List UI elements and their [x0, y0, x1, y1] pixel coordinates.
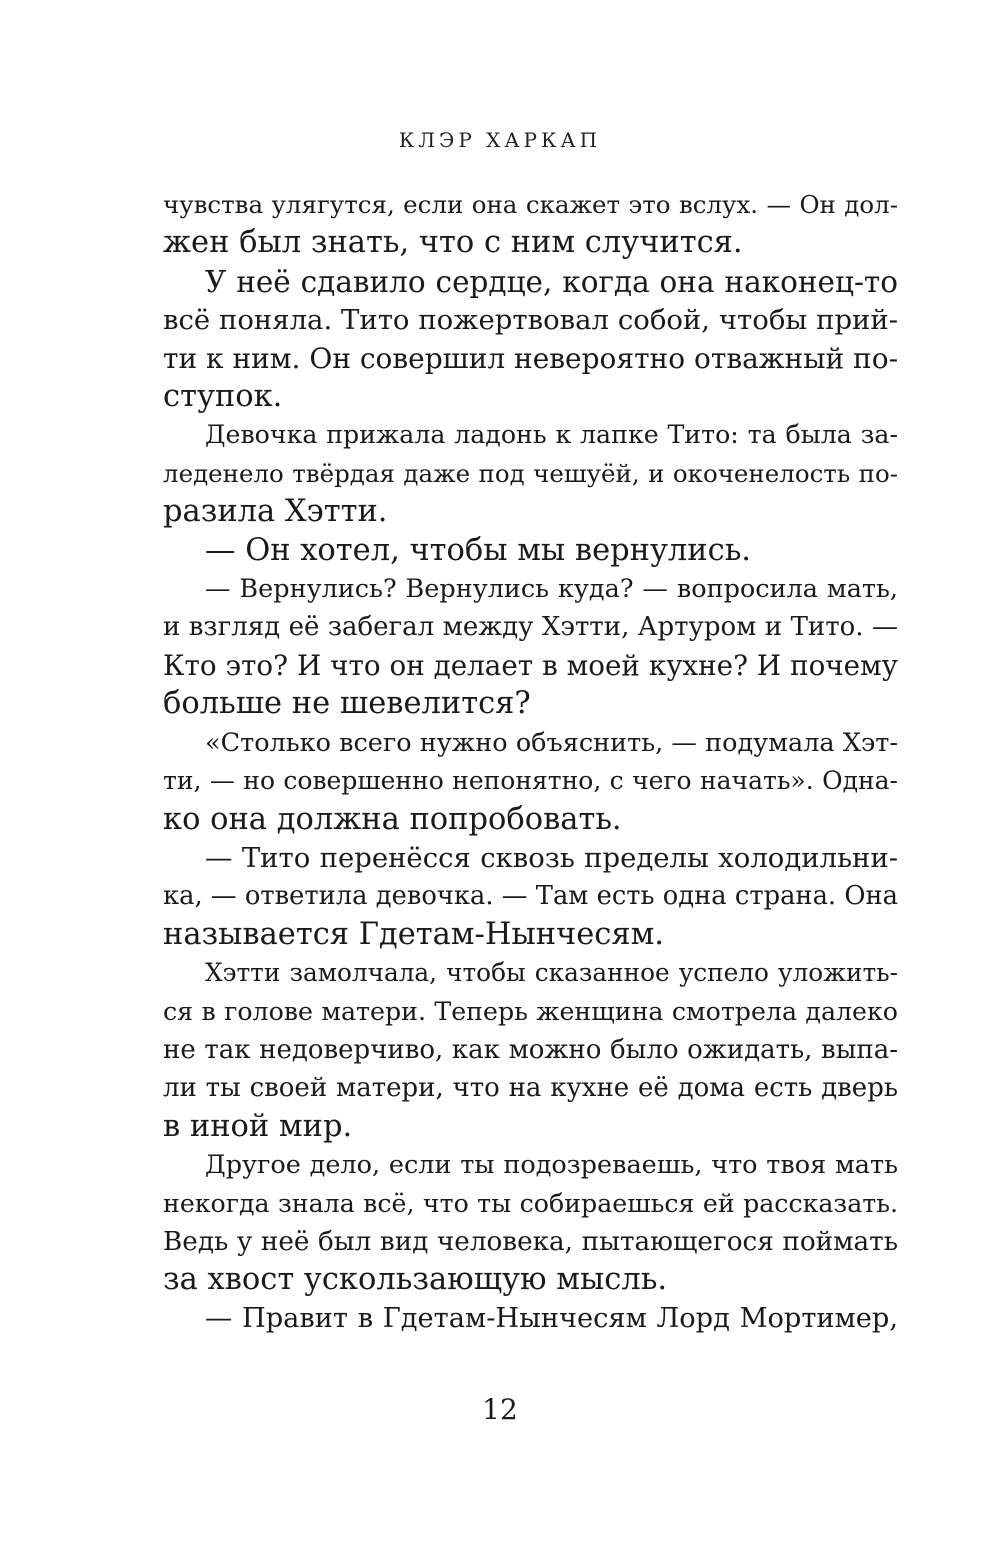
- text-line: — Он хотел, чтобы мы вернулись.: [205, 532, 752, 568]
- text-line: — Тито перенёсся сквозь пределы холодильни-: [205, 841, 898, 874]
- text-line: за хвост ускользающую мысль.: [163, 1262, 668, 1298]
- text-line: «Столько всего нужно объяснить, — подумала Хэт-: [205, 727, 898, 758]
- text-line: Ведь у неё был вид человека, пытающегося поймать: [163, 1226, 898, 1257]
- text-line: некогда знала всё, что ты собираешься ей рассказать.: [163, 1188, 898, 1218]
- page-number: 12: [482, 1393, 518, 1426]
- text-line: чувства улягутся, если она скажет это вслух. — Он дол-: [163, 190, 898, 219]
- text-line: жен был знать, что с ним случится.: [163, 225, 743, 261]
- text-line: У неё сдавило сердце, когда она наконец-то: [205, 264, 898, 299]
- text-line: ся в голове матери. Теперь женщина смотрела далеко: [163, 996, 898, 1026]
- text-line: больше не шевелится?: [163, 686, 531, 722]
- text-line: ко она должна попробовать.: [163, 801, 622, 837]
- text-line: Девочка прижала ладонь к лапке Тито: та была за-: [205, 420, 898, 450]
- text-line: ти к ним. Он совершил невероятно отважный по-: [163, 341, 899, 375]
- text-line: ти, — но совершенно непонятно, с чего начать». Одна-: [163, 766, 898, 796]
- text-line: Хэтти замолчала, чтобы сказанное успело уложить-: [205, 958, 898, 988]
- text-line: ка, — ответила девочка. — Там есть одна страна. Она: [163, 881, 898, 912]
- text-line: в иной мир.: [163, 1108, 353, 1144]
- text-line: не так недоверчиво, как можно было ожидать, выпа-: [163, 1034, 898, 1065]
- text-line: и взгляд её забегал между Хэтти, Артуром и Тито. —: [163, 612, 898, 643]
- text-line: всё поняла. Тито пожертвовал собой, чтобы прий-: [163, 304, 898, 337]
- text-line: называется Гдетам-Нынчесям.: [163, 916, 664, 952]
- text-line: — Вернулись? Вернулись куда? — вопросила мать,: [205, 574, 898, 605]
- text-line: Другое дело, если ты подозреваешь, что твоя мать: [205, 1150, 898, 1181]
- text-line: разила Хэтти.: [163, 494, 388, 530]
- text-line: ступок.: [163, 379, 283, 415]
- text-line: — Правит в Гдетам-Нынчесям Лорд Мортимер,: [205, 1302, 898, 1334]
- text-line: Кто это? И что он делает в моей кухне? И почему: [163, 648, 898, 682]
- running-head: КЛЭР ХАРКАП: [398, 128, 602, 152]
- body-text: [163, 186, 898, 1338]
- text-line: леденело твёрдая даже под чешуёй, и окоченелость по-: [163, 458, 898, 488]
- text-line: ли ты своей матери, что на кухне её дома есть дверь: [163, 1073, 898, 1104]
